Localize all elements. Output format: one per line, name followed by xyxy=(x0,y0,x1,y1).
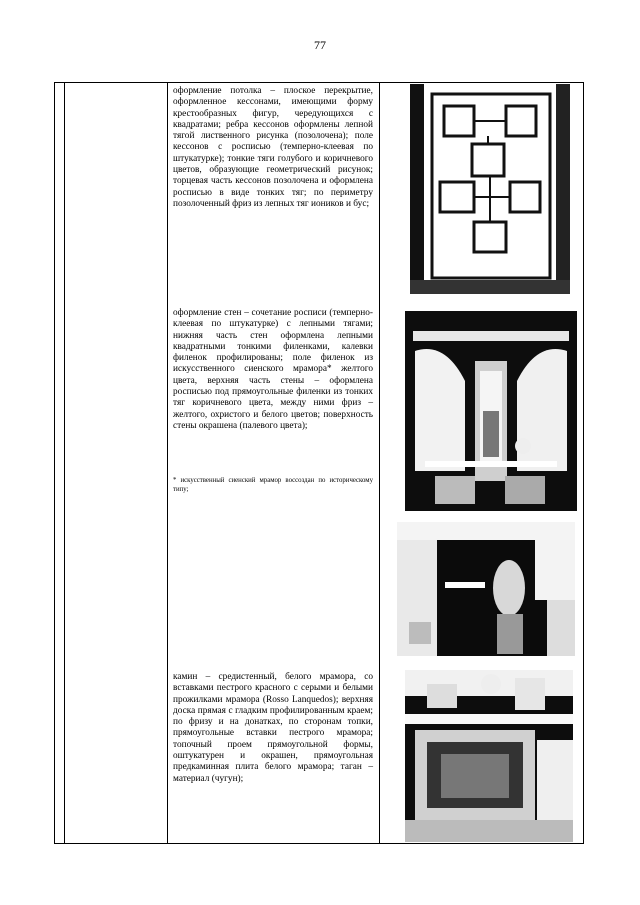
table-border-bottom xyxy=(54,843,584,844)
table-border-top xyxy=(54,82,584,83)
page-number: 77 xyxy=(314,38,326,52)
column-divider-1 xyxy=(64,82,65,844)
table-border-right xyxy=(583,82,584,844)
ceiling-description: оформление потолка – плоское перекрытие, оформленное кессонами, имеющими форму крестообразных фигур, чередующихся с квадратами; ребра кессонов оформлены лепной тягой лиственного рисунка (позолочена); поле кессонов с росписью (темперно-клеевая по штукатурке); тонкие тяги голубого и коричневого цветов, образующие геометрический рисунок; торцевая часть кессонов позолочена и оформлена росписью в виде тонких тяг; по периметру позолоченный фриз из лепных тяг иоников и бус; xyxy=(173,86,373,209)
column-divider-3 xyxy=(379,82,380,844)
fireplace-description: камин – средистенный, белого мрамора, со вставками пестрого красного с серыми и белыми прожилками мрамора (Rosso Lanquedos); верхняя доска прямая с гладким профилированным краем; по фризу и на донатках, по сторонам топки, прямоугольные вставки пестрого мрамора; топочный проем прямоугольной формы, оштукатурен и окрашен, прямоугольная предкаминная плита белого мрамора; таган – материал (чугун); xyxy=(173,672,373,784)
column-divider-2 xyxy=(167,82,168,844)
table-border-left xyxy=(54,82,55,844)
ceiling-photo xyxy=(410,84,570,294)
wall-photo xyxy=(405,311,577,511)
fireplace-photo xyxy=(405,670,573,842)
wall-footnote: * искусственный сиенский мрамор воссоздан по историческому типу; xyxy=(173,477,373,493)
wall-detail-photo xyxy=(397,522,575,656)
wall-description: оформление стен – сочетание росписи (темперно-клеевая по штукатурке) с лепными тягами; нижняя часть стен оформлена лепными квадратными тонкими филенками, калевки филенок профилированы; поле филенок из искусственного сиенского мрамора* желтого цвета, верхняя часть стены – оформлена росписью под прямоугольные филенки из тонких тяг коричневого цвета, между ними фриз – желтого, охристого и белого цветов; поверхность стены окрашена (палевого цвета); xyxy=(173,308,373,431)
